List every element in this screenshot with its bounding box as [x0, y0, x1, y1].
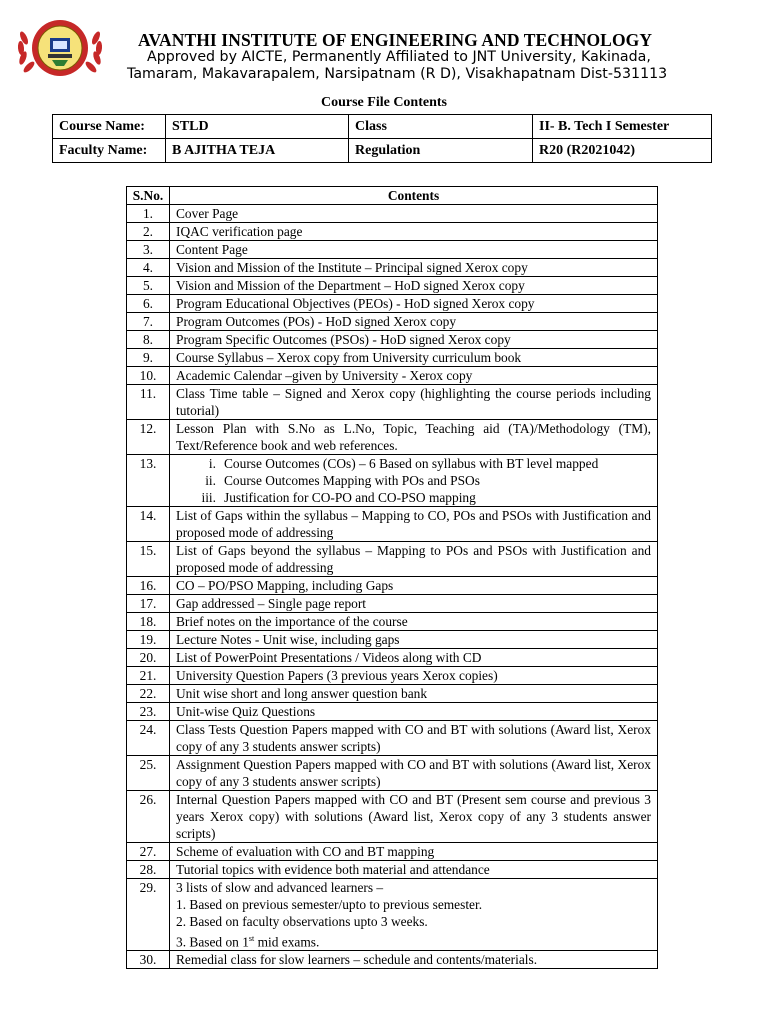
content-line — [176, 930, 651, 950]
row-content: Program Educational Objectives (PEOs) - HoD signed Xerox copy — [170, 295, 658, 313]
row-number: 25. — [127, 756, 170, 791]
row-content: Content Page — [170, 241, 658, 259]
row-content: Cover Page — [170, 205, 658, 223]
sub-item-number: iii. — [201, 490, 216, 505]
line-text: mid exams. — [254, 934, 320, 950]
row-number: 3. — [127, 241, 170, 259]
content-line: 2. Based on faculty observations upto 3 weeks. — [176, 914, 428, 929]
sub-item — [176, 489, 651, 506]
table-row — [127, 259, 658, 277]
row-content — [170, 879, 658, 951]
course-name-label: Course Name: — [53, 115, 166, 139]
approval-line: Approved by AICTE, Permanently Affiliated to JNT University, Kakinada, — [147, 49, 651, 65]
table-row — [127, 613, 658, 631]
row-number: 30. — [127, 951, 170, 969]
table-row — [127, 420, 658, 455]
row-content: Course Syllabus – Xerox copy from University curriculum book — [170, 349, 658, 367]
table-row — [127, 223, 658, 241]
course-info-table — [52, 114, 712, 163]
row-number: 23. — [127, 703, 170, 721]
sub-item-text: Justification for CO-PO and CO-PSO mapping — [224, 490, 476, 505]
row-number: 14. — [127, 507, 170, 542]
row-number: 1. — [127, 205, 170, 223]
contents-column-header: Contents — [170, 187, 658, 205]
faculty-name-value: B AJITHA TEJA — [166, 139, 349, 163]
sub-item-text: Course Outcomes Mapping with POs and PSOs — [224, 473, 480, 488]
row-number: 13. — [127, 455, 170, 507]
row-number: 10. — [127, 367, 170, 385]
class-label: Class — [349, 115, 533, 139]
table-row — [127, 756, 658, 791]
sub-item — [176, 455, 651, 472]
sub-item-number: ii. — [205, 473, 216, 488]
sub-item-number: i. — [208, 456, 216, 471]
institute-name: AVANTHI INSTITUTE OF ENGINEERING AND TECHNOLOGY — [138, 30, 653, 50]
course-info-row — [53, 139, 712, 163]
table-row — [127, 951, 658, 969]
table-row — [127, 685, 658, 703]
sub-item-text: Course Outcomes (COs) – 6 Based on syllabus with BT level mapped — [224, 456, 599, 471]
table-row — [127, 205, 658, 223]
row-number: 4. — [127, 259, 170, 277]
row-content: IQAC verification page — [170, 223, 658, 241]
row-content: Lesson Plan with S.No as L.No, Topic, Teaching aid (TA)/Methodology (TM), Text/Reference book and web references. — [170, 420, 658, 455]
row-content: Class Time table – Signed and Xerox copy (highlighting the course periods including tutorial) — [170, 385, 658, 420]
contents-table — [126, 186, 658, 969]
row-content: Remedial class for slow learners – schedule and contents/materials. — [170, 951, 658, 969]
table-row — [127, 295, 658, 313]
table-row — [127, 349, 658, 367]
row-number: 7. — [127, 313, 170, 331]
table-row — [127, 843, 658, 861]
row-content: Internal Question Papers mapped with CO and BT (Present sem course and previous 3 years Xerox copy) with solutions (Award list, Xerox copy of any 3 students answer scripts) — [170, 791, 658, 843]
table-row — [127, 385, 658, 420]
row-number: 6. — [127, 295, 170, 313]
row-number: 27. — [127, 843, 170, 861]
row-number: 20. — [127, 649, 170, 667]
row-number: 11. — [127, 385, 170, 420]
ordinal-suffix: st — [248, 934, 255, 943]
row-content: University Question Papers (3 previous years Xerox copies) — [170, 667, 658, 685]
row-number: 24. — [127, 721, 170, 756]
row-number: 22. — [127, 685, 170, 703]
table-row — [127, 595, 658, 613]
table-row — [127, 861, 658, 879]
college-emblem-icon — [12, 14, 108, 80]
row-number: 2. — [127, 223, 170, 241]
row-number: 8. — [127, 331, 170, 349]
table-row — [127, 879, 658, 951]
row-content — [170, 455, 658, 507]
sno-column-header: S.No. — [127, 187, 170, 205]
row-content: Lecture Notes - Unit wise, including gaps — [170, 631, 658, 649]
table-row — [127, 542, 658, 577]
row-content: List of Gaps beyond the syllabus – Mapping to POs and PSOs with Justification and proposed mode of addressing — [170, 542, 658, 577]
table-row — [127, 577, 658, 595]
row-content: Program Specific Outcomes (PSOs) - HoD signed Xerox copy — [170, 331, 658, 349]
row-content: CO – PO/PSO Mapping, including Gaps — [170, 577, 658, 595]
row-number: 16. — [127, 577, 170, 595]
table-row — [127, 791, 658, 843]
table-row — [127, 507, 658, 542]
contents-header-row — [127, 187, 658, 205]
row-content: Academic Calendar –given by University - Xerox copy — [170, 367, 658, 385]
row-content: Class Tests Question Papers mapped with CO and BT with solutions (Award list, Xerox copy of any 3 students answer scripts) — [170, 721, 658, 756]
row-number: 9. — [127, 349, 170, 367]
content-line: 3 lists of slow and advanced learners – — [176, 880, 384, 895]
table-row — [127, 667, 658, 685]
course-name-value: STLD — [166, 115, 349, 139]
table-row — [127, 721, 658, 756]
row-content: Scheme of evaluation with CO and BT mapping — [170, 843, 658, 861]
address-line: Tamaram, Makavarapalem, Narsipatnam (R D), Visakhapatnam Dist-531113 — [127, 66, 668, 82]
row-content: Unit wise short and long answer question bank — [170, 685, 658, 703]
table-row — [127, 649, 658, 667]
content-line: 1. Based on previous semester/upto to previous semester. — [176, 897, 483, 912]
row-number: 18. — [127, 613, 170, 631]
row-number: 29. — [127, 879, 170, 951]
table-row — [127, 277, 658, 295]
row-number: 17. — [127, 595, 170, 613]
row-content: Vision and Mission of the Department – HoD signed Xerox copy — [170, 277, 658, 295]
faculty-name-label: Faculty Name: — [53, 139, 166, 163]
row-content: Unit-wise Quiz Questions — [170, 703, 658, 721]
row-number: 26. — [127, 791, 170, 843]
course-file-title: Course File Contents — [321, 95, 447, 110]
regulation-value: R20 (R2021042) — [533, 139, 712, 163]
class-value: II- B. Tech I Semester — [533, 115, 712, 139]
sub-item — [176, 472, 651, 489]
row-content: Gap addressed – Single page report — [170, 595, 658, 613]
contents-body — [127, 205, 658, 969]
row-content: List of PowerPoint Presentations / Videos along with CD — [170, 649, 658, 667]
row-content: Program Outcomes (POs) - HoD signed Xerox copy — [170, 313, 658, 331]
table-row — [127, 367, 658, 385]
row-content: Assignment Question Papers mapped with CO and BT with solutions (Award list, Xerox copy of any 3 students answer scripts) — [170, 756, 658, 791]
row-number: 5. — [127, 277, 170, 295]
row-content: Tutorial topics with evidence both material and attendance — [170, 861, 658, 879]
table-row — [127, 331, 658, 349]
row-content: List of Gaps within the syllabus – Mapping to CO, POs and PSOs with Justification and proposed mode of addressing — [170, 507, 658, 542]
table-row — [127, 703, 658, 721]
row-content: Brief notes on the importance of the course — [170, 613, 658, 631]
row-number: 15. — [127, 542, 170, 577]
course-info-row — [53, 115, 712, 139]
regulation-label: Regulation — [349, 139, 533, 163]
table-row — [127, 455, 658, 507]
row-number: 21. — [127, 667, 170, 685]
table-row — [127, 313, 658, 331]
row-number: 12. — [127, 420, 170, 455]
row-content: Vision and Mission of the Institute – Principal signed Xerox copy — [170, 259, 658, 277]
row-number: 19. — [127, 631, 170, 649]
row-number: 28. — [127, 861, 170, 879]
line-text: 3. Based on 1 — [176, 934, 249, 950]
table-row — [127, 241, 658, 259]
table-row — [127, 631, 658, 649]
